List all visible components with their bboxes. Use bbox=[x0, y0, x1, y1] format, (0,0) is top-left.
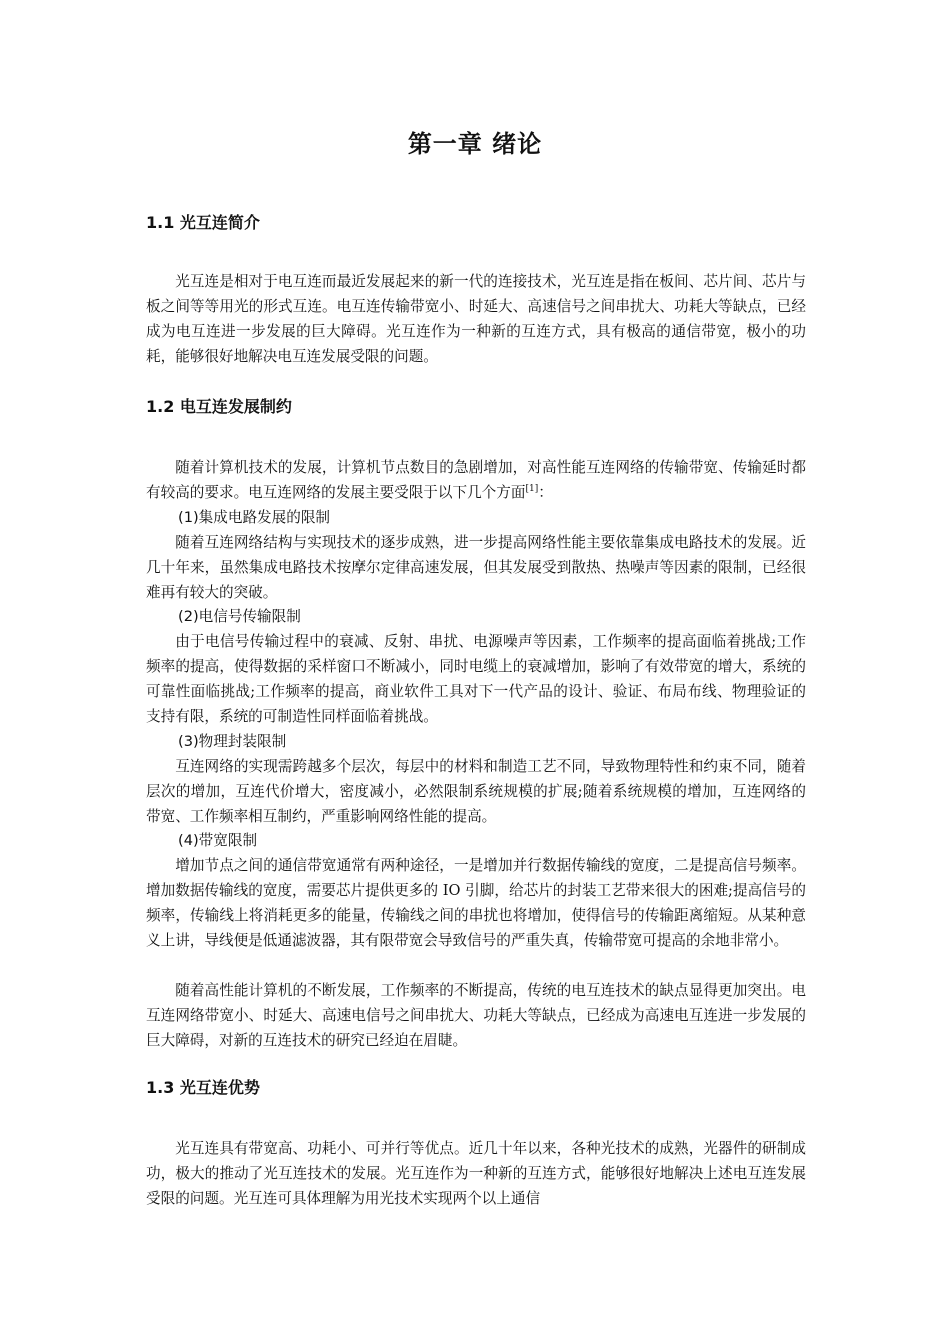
section-1-1-paragraph: 光互连是相对于电互连而最近发展起来的新一代的连接技术，光互连是指在板间、芯片间、芯片与板之间等等用光的形式互连。电互连传输带宽小、时延大、高速信号之间串扰大、功耗大等缺点，已经成为电互连进一步发展的巨大障碍。光互连作为一种新的互连方式，具有极高的通信带宽，极小的功耗，能够很好地解决电互连发展受限的问题。 bbox=[146, 273, 806, 365]
intro-tail: ： bbox=[538, 484, 553, 501]
item-text-4: 增加节点之间的通信带宽通常有两种途径，一是增加并行数据传输线的宽度，二是提高信号频率。增加数据传输线的宽度，需要芯片提供更多的 IO 引脚，给芯片的封装工艺带来很大的困难;提高信号的频率，传输线上将消耗更多的能量，传输线之间的串扰也将增加，使得信号的传输距离缩短。从某种意义上讲，导线便是低通滤波器，其有限带宽会导致信号的严重失真，传输带宽可提高的余地非常小。 bbox=[146, 857, 806, 949]
chapter-title: 第一章 绪论 bbox=[407, 130, 543, 158]
section-heading-1-3: 1.3 光互连优势 bbox=[146, 1078, 260, 1097]
item-label-1: (1)集成电路发展的限制 bbox=[178, 509, 331, 526]
item-text-2: 由于电信号传输过程中的衰减、反射、串扰、电源噪声等因素，工作频率的提高面临着挑战;工作频率的提高，使得数据的采样窗口不断减小，同时电缆上的衰减增加，影响了有效带宽的增大，系统的可靠性面临挑战;工作频率的提高，商业软件工具对下一代产品的设计、验证、布局布线、物理验证的支持有限，系统的可制造性同样面临着挑战。 bbox=[146, 633, 806, 725]
section-heading-1-2: 1.2 电互连发展制约 bbox=[146, 397, 292, 416]
section-1-2-intro bbox=[146, 455, 806, 505]
citation-ref: [1] bbox=[525, 484, 539, 495]
item-text-3: 互连网络的实现需跨越多个层次，每层中的材料和制造工艺不同，导致物理特性和约束不同，随着层次的增加，互连代价增大，密度减小，必然限制系统规模的扩展;随着系统规模的增加，互连网络的带宽、工作频率相互制约，严重影响网络性能的提高。 bbox=[146, 758, 806, 825]
item-label-3: (3)物理封装限制 bbox=[178, 733, 287, 750]
section-1-3-paragraph: 光互连具有带宽高、功耗小、可并行等优点。近几十年以来，各种光技术的成熟，光器件的研制成功，极大的推动了光互连技术的发展。光互连作为一种新的互连方式，能够很好地解决上述电互连发展受限的问题。光互连可具体理解为用光技术实现两个以上通信 bbox=[146, 1140, 806, 1207]
item-text-1: 随着互连网络结构与实现技术的逐步成熟，进一步提高网络性能主要依靠集成电路技术的发展。近几十年来，虽然集成电路技术按摩尔定律高速发展，但其发展受到散热、热噪声等因素的限制，已经很难再有较大的突破。 bbox=[146, 534, 806, 601]
intro-text: 随着计算机技术的发展，计算机节点数目的急剧增加，对高性能互连网络的传输带宽、传输延时都有较高的要求。电互连网络的发展主要受限于以下几个方面 bbox=[146, 459, 806, 501]
section-1-2-closing: 随着高性能计算机的不断发展，工作频率的不断提高，传统的电互连技术的缺点显得更加突出。电互连网络带宽小、时延大、高速电信号之间串扰大、功耗大等缺点，已经成为高速电互连进一步发展的巨大障碍，对新的互连技术的研究已经迫在眉睫。 bbox=[146, 982, 806, 1049]
item-label-4: (4)带宽限制 bbox=[178, 832, 258, 849]
item-label-2: (2)电信号传输限制 bbox=[178, 608, 301, 625]
section-heading-1-1: 1.1 光互连简介 bbox=[146, 213, 260, 232]
